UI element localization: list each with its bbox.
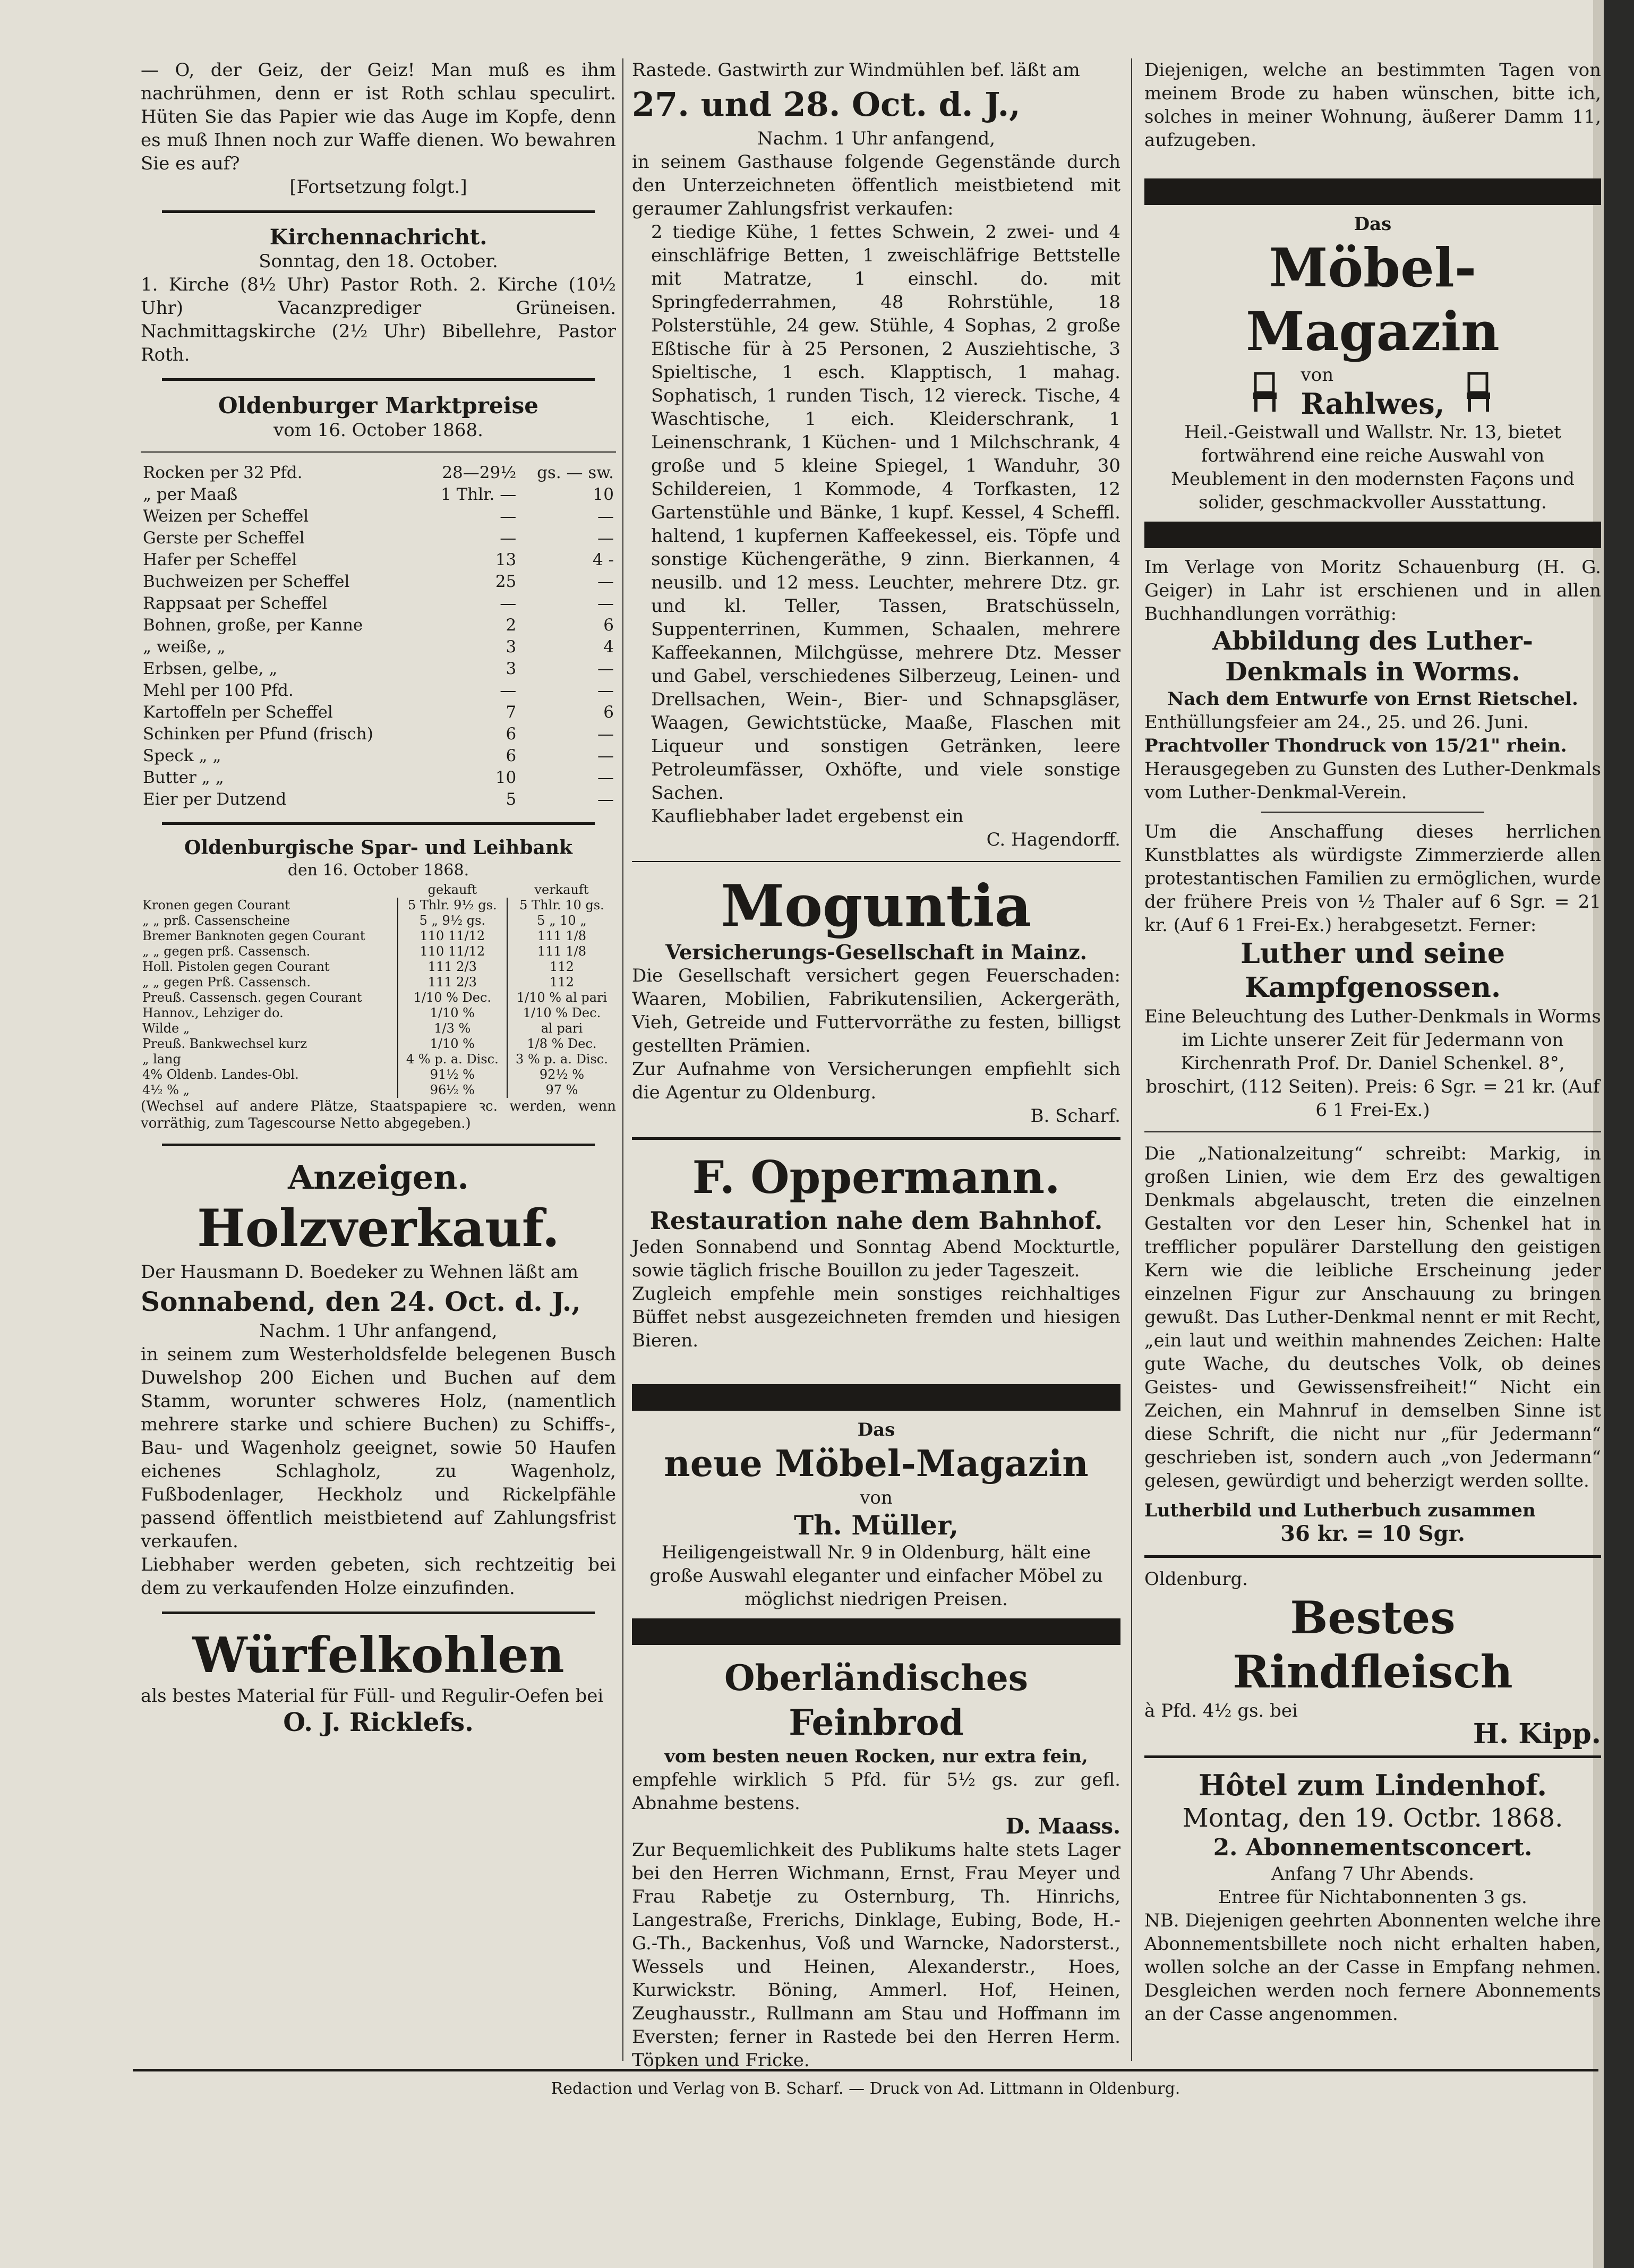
column-2 <box>632 58 1120 2072</box>
divider <box>162 210 595 213</box>
market-cell: 3 <box>506 637 517 656</box>
bank-cell: 4 % p. a. Disc. <box>398 1052 507 1067</box>
bank-cell: Preuß. Cassensch. gegen Courant <box>142 990 362 1005</box>
rindfleisch-title: Bestes Rindfleisch <box>1233 1591 1513 1698</box>
bread-order-note: Diejenigen, welche an bestimmten Tagen von meinem Brode zu haben wünschen, bitte ich, solches in meiner Wohnung, äußerer Damm 11, aufzugeben. <box>1144 59 1601 151</box>
holz-intro: Der Hausmann D. Boedeker zu Wehnen läßt am <box>141 1261 579 1283</box>
market-cell: 2 <box>506 616 517 635</box>
oppermann-text: Jeden Sonnabend und Sonntag Abend Mockturtle, sowie täglich frische Bouillon zu jeder Tageszeit. <box>632 1237 1120 1281</box>
market-price-table <box>141 462 616 811</box>
bank-cell: 4½ % „ <box>142 1082 190 1097</box>
market-cell: Rappsaat per Scheffel <box>143 594 328 613</box>
church-title: Kirchennachricht. <box>269 225 487 250</box>
bank-row <box>141 959 616 975</box>
market-cell: — <box>597 528 614 548</box>
market-cell: Hafer per Scheffel <box>143 550 297 569</box>
bank-cell: 92½ % <box>507 1067 616 1082</box>
bank-cell: Hannov., Lehziger do. <box>142 1005 284 1020</box>
rastede-signature: C. Hagendorff. <box>986 829 1120 850</box>
market-cell: 6 <box>506 724 517 744</box>
luther-fest: Enthüllungsfeier am 24., 25. und 26. Juni. <box>1144 712 1529 733</box>
bank-row <box>141 1067 616 1082</box>
rastede-time: Nachm. 1 Uhr anfangend, <box>757 128 996 149</box>
chair-icon <box>1250 371 1282 413</box>
moguntia-text-2: Zur Aufnahme von Versicherungen empfiehlt sich die Agentur zu Oldenburg. <box>632 1059 1120 1103</box>
moguntia-signature: B. Scharf. <box>1030 1105 1120 1127</box>
market-cell: 25 <box>495 572 517 591</box>
market-cell: — <box>597 724 614 744</box>
feinbrod-subtitle: vom besten neuen Rocken, nur extra fein, <box>664 1746 1088 1767</box>
neue-moebel-von: von <box>860 1487 893 1508</box>
market-cell: Rocken per 32 Pfd. <box>143 463 303 482</box>
feinbrod-text: empfehle wirklich 5 Pfd. für 5½ gs. zur gefl. Abnahme bestens. <box>632 1769 1120 1814</box>
bank-cell: 5 Thlr. 10 gs. <box>507 898 616 913</box>
market-row <box>141 789 616 811</box>
holz-text: in seinem zum Westerholdsfelde belegenen Busch Duwelshop 200 Eichen und Buchen auf dem Stamm, worunter schweres Holz, (namentlich mehrere starke und schiere Buchen) zu Schiffs-, Bau- und Wagenholz geeignet, sowie 50 Haufen eichenes Schlagholz, zu Wagenholz, Fußbodenlager, Heckholz und Rickelpfähle passend öffentlich meistbietend auf Zahlungsfrist verkaufen. <box>141 1344 616 1552</box>
bank-row <box>141 898 616 913</box>
bank-head: verkauft <box>534 882 589 897</box>
column-separator <box>1131 58 1132 2061</box>
market-cell: 28—29½ <box>442 463 517 482</box>
market-cell: 6 <box>506 746 517 765</box>
bank-row <box>141 1005 616 1021</box>
market-cell: Eier per Dutzend <box>143 790 287 809</box>
divider <box>1261 812 1484 813</box>
scan-border <box>1604 0 1634 2268</box>
luther-druck: Prachtvoller Thondruck von 15/21" rhein. <box>1144 735 1567 756</box>
market-row <box>141 549 616 571</box>
black-bar <box>1144 178 1601 205</box>
bank-cell: 91½ % <box>398 1067 507 1082</box>
rastede-lead: in seinem Gasthause folgende Gegenstände durch den Unterzeichneten öffentlich meistbietend mit geraumer Zahlungsfrist verkaufen: <box>632 151 1120 219</box>
bank-date: den 16. October 1868. <box>287 861 469 880</box>
market-row <box>141 506 616 527</box>
bank-row <box>141 990 616 1005</box>
chair-icon <box>1464 371 1495 413</box>
bank-row <box>141 1052 616 1067</box>
market-cell: — <box>597 659 614 678</box>
bank-cell: 1/10 % Dec. <box>507 1005 616 1021</box>
bank-row <box>141 975 616 990</box>
bank-cell: Wilde „ <box>142 1021 190 1036</box>
luther-book-title: Luther und seine Kampfgenossen. <box>1241 937 1505 1004</box>
bank-cell: 97 % <box>507 1082 616 1098</box>
market-cell: Kartoffeln per Scheffel <box>143 703 333 722</box>
bank-cell: „ „ gegen Prß. Cassensch. <box>142 975 311 990</box>
bank-cell: 5 Thlr. 9½ gs. <box>398 898 507 913</box>
luther-intro: Im Verlage von Moritz Schauenburg (H. G. Geiger) in Lahr ist erschienen und in allen Buchhandlungen vorräthig: <box>1144 557 1601 625</box>
divider <box>1144 1555 1601 1558</box>
hotel-start: Anfang 7 Uhr Abends. <box>1271 1863 1475 1885</box>
hotel-title: Hôtel zum Lindenhof. <box>1198 1768 1547 1802</box>
market-row <box>141 723 616 745</box>
market-cell: „ per Maaß <box>143 485 238 504</box>
luther-review: Die „Nationalzeitung“ schreibt: Markig, in großen Linien, wie dem Erz des gewaltigen Denkmals abgelauscht, treten die einzelnen Gestalten vor den Leser hin, Schenkel hat in trefflicher populärer Darstellung den geistigen Kern wie die leibliche Erscheinung jeder einzelnen Figur zur Anschauung zu bringen gewußt. Das Luther-Denkmal nennt er mit Recht, „ein laut und weithin mahnendes Zeichen: Halte gute Wache, du deutsches Volk, ob deines Geistes- und Gewissensfreiheit!“ Nicht ein Zeichen, ein Mahnruf in demselben Sinne ist diese Schrift, die nicht nur „für Jedermann“ geschrieben ist, sondern auch „von Jedermann“ gelesen, gewürdigt und beherzigt werden sollte. <box>1144 1143 1601 1491</box>
bank-cell: 1/10 % al pari <box>507 990 616 1005</box>
holzverkauf-title: Holzverkauf. <box>197 1198 560 1258</box>
black-bar <box>632 1618 1120 1645</box>
market-cell: — <box>597 746 614 765</box>
market-cell: Speck „ „ <box>143 746 221 765</box>
divider <box>162 822 595 825</box>
bank-head: gekauft <box>427 882 477 897</box>
market-row <box>141 527 616 549</box>
bank-cell: 112 <box>507 975 616 990</box>
bank-cell: 111 2/3 <box>398 975 507 990</box>
oppermann-subtitle: Restauration nahe dem Bahnhof. <box>649 1206 1103 1235</box>
holz-text-2: Liebhaber werden gebeten, sich rechtzeitig bei dem zu verkaufenden Holze einzufinden. <box>141 1554 616 1599</box>
moebel-magazin-das: Das <box>1354 214 1392 235</box>
bank-cell: 1/10 % <box>398 1005 507 1021</box>
feinbrod-signature: D. Maass. <box>1005 1814 1120 1839</box>
market-cell: — <box>500 528 517 548</box>
hotel-nb: NB. Diejenigen geehrten Abonnenten welche ihre Abonnementsbillete noch nicht erhalten haben, wollen solche an der Casse in Empfang nehmen. Desgleichen werden noch fernere Abonnements an der Casse angenommen. <box>1144 1910 1601 2025</box>
rindfleisch-price: à Pfd. 4½ gs. bei <box>1144 1700 1298 1721</box>
market-cell: 4 - <box>592 550 614 569</box>
bank-cell: 112 <box>507 959 616 975</box>
neue-moebel-name: Th. Müller, <box>794 1510 959 1541</box>
rindfleisch-name: H. Kipp. <box>1473 1718 1601 1750</box>
market-row <box>141 636 616 658</box>
feinbrod-text-2: Zur Bequemlichkeit des Publikums halte stets Lager bei den Herren Wichmann, Ernst, Frau Meyer und Frau Rabetje zu Osternburg, Th. Hinrichs, Langestraße, Frerichs, Dinklage, Eubing, Bode, H.-G.-Th., Backenhus, Voß und Warncke, Nadorsterst., Wessels und Heinen, Alexanderstr., Hoes, Kurwickstr. Böning, Ammerl. Hof, Heinen, Zeughausstr., Rullmann am Stau und Hoffmann im Everstеn; ferner in Rastede bei den Herren Herm. Töpken und Fricke. <box>632 1839 1120 2071</box>
hotel-fee: Entree für Nichtabonnenten 3 gs. <box>1218 1887 1527 1908</box>
moguntia-title: Moguntia <box>721 873 1032 940</box>
hotel-event: 2. Abonnementsconcert. <box>1213 1834 1533 1861</box>
market-row <box>141 767 616 789</box>
rindfleisch-place: Oldenburg. <box>1144 1568 1248 1590</box>
oppermann-text-2: Zugleich empfehle mein sonstiges reichhaltiges Büffet nebst ausgezeichneten fremden und hiesigen Bieren. <box>632 1283 1120 1351</box>
market-row <box>141 571 616 593</box>
bank-row <box>141 913 616 928</box>
bank-cell: 1/3 % <box>398 1021 507 1036</box>
column-3 <box>1144 58 1601 2026</box>
market-cell: Gerste per Scheffel <box>143 528 305 548</box>
continued-note: [Fortsetzung folgt.] <box>289 176 467 198</box>
market-row <box>141 484 616 506</box>
bank-cell: „ „ prß. Cassenscheine <box>142 913 290 928</box>
moebel-magazin-header <box>1144 363 1601 421</box>
bank-cell: Holl. Pistolen gegen Courant <box>142 959 330 974</box>
rastede-close: Kaufliebhaber ladet ergebenst ein <box>651 806 964 827</box>
market-cell: 6 <box>603 616 614 635</box>
market-date: vom 16. October 1868. <box>273 420 483 441</box>
market-cell: Buchweizen per Scheffel <box>143 572 350 591</box>
bank-cell: „ „ gegen prß. Cassensch. <box>142 944 311 959</box>
imprint: Redaction und Verlag von B. Scharf. — Druck von Ad. Littmann in Oldenburg. <box>551 2079 1180 2098</box>
market-row <box>141 593 616 615</box>
market-cell: Weizen per Scheffel <box>143 507 309 526</box>
divider <box>162 378 595 381</box>
market-cell: Schinken per Pfund (frisch) <box>143 724 373 744</box>
moebel-magazin-text: Heil.-Geistwall und Wallstr. Nr. 13, bietet fortwährend eine reiche Auswahl von Meublement in den modernsten Façons und solider, geschmackvoller Ausstattung. <box>1171 422 1575 513</box>
bank-cell: 5 „ 10 „ <box>507 913 616 928</box>
bank-cell: Bremer Banknoten gegen Courant <box>142 928 365 943</box>
bank-cell: 1/8 % Dec. <box>507 1036 616 1052</box>
divider <box>141 451 616 453</box>
bank-row <box>141 1036 616 1052</box>
market-title: Oldenburger Marktpreise <box>218 393 538 419</box>
wuerfelkohlen-text: als bestes Material für Füll- und Regulir-Oefen bei <box>141 1685 604 1707</box>
market-row <box>141 745 616 767</box>
story-text: — O, der Geiz, der Geiz! Man muß es ihm nachrühmen, denn er ist Roth schlau speculirt. Hüten Sie das Papier wie das Auge im Kopfe, denn es muß Ihnen noch zur Waffe dienen. Wo bewahren Sie es auf? <box>141 59 616 174</box>
bank-row <box>141 1021 616 1036</box>
bank-title: Oldenburgische Spar- und Leihbank <box>184 837 572 859</box>
hotel-date: Montag, den 19. Octbr. 1868. <box>1182 1803 1563 1833</box>
neue-moebel-title: neue Möbel-Magazin <box>664 1443 1089 1485</box>
rastede-date: 27. und 28. Oct. d. J., <box>632 85 1021 124</box>
bank-row <box>141 944 616 959</box>
market-cell: gs. — sw. <box>537 463 614 482</box>
market-cell: — <box>597 507 614 526</box>
market-cell: — <box>597 790 614 809</box>
moebel-magazin-name: Rahlwes, <box>1301 387 1445 421</box>
luther-hg: Herausgegeben zu Gunsten des Luther-Denkmals vom Luther-Denkmal-Verein. <box>1144 758 1601 803</box>
black-bar <box>1144 522 1601 548</box>
market-cell: 5 <box>506 790 517 809</box>
holz-date: Sonnabend, den 24. Oct. d. J., <box>141 1286 581 1317</box>
divider <box>1144 1755 1601 1758</box>
market-cell: 6 <box>603 703 614 722</box>
market-cell: — <box>597 572 614 591</box>
column-separator <box>622 58 623 2061</box>
market-cell: — <box>597 768 614 787</box>
bank-rate-table <box>141 882 616 1098</box>
bank-cell: 3 % p. a. Disc. <box>507 1052 616 1067</box>
market-cell: — <box>500 594 517 613</box>
bank-cell: 1/10 % <box>398 1036 507 1052</box>
market-cell: — <box>597 594 614 613</box>
market-row <box>141 658 616 680</box>
divider <box>162 1612 595 1614</box>
wuerfelkohlen-title: Würfelkohlen <box>192 1626 564 1684</box>
bank-cell: 1/10 % Dec. <box>398 990 507 1005</box>
market-row <box>141 680 616 702</box>
market-cell: — <box>500 507 517 526</box>
bank-cell: 110 11/12 <box>398 944 507 959</box>
rastede-intro: Rastede. Gastwirth zur Windmühlen bef. läßt am <box>632 59 1080 81</box>
bank-cell: 5 „ 9½ gs. <box>398 913 507 928</box>
divider <box>162 1144 595 1146</box>
luther-combo-price: 36 kr. = 10 Sgr. <box>1280 1521 1465 1546</box>
rastede-items: 2 tiedige Kühe, 1 fettes Schwein, 2 zwei- und 4 einschläfrige Betten, 1 zweischläfrige Bettstelle mit Matratze, 1 einschl. do. mit Springfederrahmen, 48 Rohrstühle, 18 Polsterstühle, 24 gew. Stühle, 4 Sophas, 2 große Eßtische für à 25 Personen, 2 Ausziehtische, 3 Spieltische, 1 esch. Klapptisch, 1 mahag. Sophatisch, 1 runden Tisch, 12 viereck. Tische, 4 Waschtische, 1 eich. Kleiderschrank, 1 Leinenschrank, 1 Küchen- und 1 Milchschrank, 4 große und 5 kleine Spiegel, 1 Wanduhr, 30 Schildereien, 1 Kommode, 4 Torfkasten, 12 Gartenstühle und Bänke, 1 kupf. Kessel, 4 Scheffl. haltend, 1 kupfernen Kaffeekessel, eis. Töpfe und sonstige Küchengeräthe, 9 zinn. Bierkannen, 4 neusilb. und 12 mess. Leuchter, mehrere Dtz. gr. und kl. Teller, Tassen, Bratschüsseln, Suppenterrinen, Kummen, Schaalen, mehrere Kaffeekannen, Milchgüsse, mehrere Dtz. Messer und Gabel, verschiedenes Silberzeug, Leinen- und Drellsachen, Wein-, Bier- und Schnapsgläser, Waagen, Gewichtstücke, Maaße, Flaschen mit Liqueur und sonstigen Getränken, leere Petroleumfässer, Oxhöfte, und viele sonstige Sachen. <box>651 221 1120 804</box>
moguntia-text: Die Gesellschaft versichert gegen Feuerschaden: Waaren, Mobilien, Fabrikutensilien, Ackergeräth, Vieh, Getreide und Futtervorräthe zu festen, billigst gestellten Prämien. <box>632 965 1120 1056</box>
market-cell: 7 <box>506 703 517 722</box>
market-cell: Butter „ „ <box>143 768 224 787</box>
market-cell: — <box>597 681 614 700</box>
market-cell: 4 <box>603 637 614 656</box>
footer-rule <box>133 2069 1598 2071</box>
market-cell: 10 <box>495 768 517 787</box>
holz-time: Nachm. 1 Uhr anfangend, <box>259 1320 498 1342</box>
luther-combo: Lutherbild und Lutherbuch zusammen <box>1144 1500 1536 1521</box>
luther-after: Nach dem Entwurfe von Ernst Rietschel. <box>1167 688 1578 710</box>
market-row <box>141 462 616 484</box>
market-cell: Bohnen, große, per Kanne <box>143 616 363 635</box>
divider <box>632 861 1120 862</box>
bank-note: (Wechsel auf andere Plätze, Staatspapiere ꝛc. werden, wenn vorräthig, zum Tagescourse Netto abgegeben.) <box>141 1098 616 1131</box>
wuerfelkohlen-name: O. J. Ricklefs. <box>283 1708 474 1737</box>
divider <box>632 1137 1120 1140</box>
luther-book-text: Eine Beleuchtung des Luther-Denkmals in Worms im Lichte unserer Zeit für Jedermann von Kirchenrath Prof. Dr. Daniel Schenkel. 8°, broschirt, (112 Seiten). Preis: 6 Sgr. = 21 kr. (Auf 6 1 Frei-Ex.) <box>1144 1006 1601 1121</box>
moebel-magazin-title: Möbel-Magazin <box>1246 236 1500 363</box>
market-row <box>141 615 616 636</box>
bank-cell: Preuß. Bankwechsel kurz <box>142 1036 307 1051</box>
market-cell: 13 <box>495 550 517 569</box>
divider <box>1144 1131 1601 1132</box>
bank-cell: 110 11/12 <box>398 928 507 944</box>
bank-cell: 111 1/8 <box>507 944 616 959</box>
bank-cell: „ lang <box>142 1052 181 1067</box>
column-1 <box>141 58 616 1737</box>
neue-moebel-text: Heiligengeistwall Nr. 9 in Oldenburg, hält eine große Auswahl eleganter und einfacher Möbel zu möglichst niedrigen Preisen. <box>649 1542 1103 1610</box>
church-date: Sonntag, den 18. October. <box>259 251 498 272</box>
black-bar <box>632 1384 1120 1411</box>
neue-moebel-das: Das <box>857 1419 895 1440</box>
market-cell: Erbsen, gelbe, „ <box>143 659 278 678</box>
bank-cell: Kronen gegen Courant <box>142 898 290 913</box>
market-cell: 10 <box>593 485 614 504</box>
church-text: 1. Kirche (8½ Uhr) Pastor Roth. 2. Kirche (10½ Uhr) Vacanzprediger Grüneisen. Nachmittagskirche (2½ Uhr) Bibellehre, Pastor Roth. <box>141 274 616 365</box>
bank-row <box>141 1082 616 1098</box>
moguntia-subtitle: Versicherungs-Gesellschaft in Mainz. <box>665 940 1087 964</box>
market-cell: „ weiße, „ <box>143 637 226 656</box>
bank-head <box>141 882 398 898</box>
luther-price: Um die Anschaffung dieses herrlichen Kunstblattes als würdigste Zimmerzierde allen protestantischen Familien zu ermöglichen, wurde der frühere Preis von ½ Thaler auf 6 Sgr. = 21 kr. (Auf 6 1 Frei-Ex.) herabgesetzt. Ferner: <box>1144 821 1601 936</box>
market-cell: Mehl per 100 Pfd. <box>143 681 294 700</box>
market-row <box>141 702 616 723</box>
luther-title: Abbildung des Luther-Denkmals in Worms. <box>1212 626 1533 687</box>
moebel-magazin-von: von <box>1301 364 1334 386</box>
market-cell: 1 Thlr. — <box>441 485 517 504</box>
bank-cell: 4% Oldenb. Landes-Obl. <box>142 1067 299 1082</box>
market-cell: 3 <box>506 659 517 678</box>
feinbrod-title: Oberländisches Feinbrod <box>724 1657 1028 1743</box>
oppermann-title: F. Oppermann. <box>692 1151 1060 1204</box>
market-cell: — <box>500 681 517 700</box>
bank-cell: 111 1/8 <box>507 928 616 944</box>
bank-cell: 96½ % <box>398 1082 507 1098</box>
anzeigen-heading: Anzeigen. <box>288 1158 469 1197</box>
bank-row <box>141 928 616 944</box>
bank-cell: al pari <box>507 1021 616 1036</box>
bank-cell: 111 2/3 <box>398 959 507 975</box>
